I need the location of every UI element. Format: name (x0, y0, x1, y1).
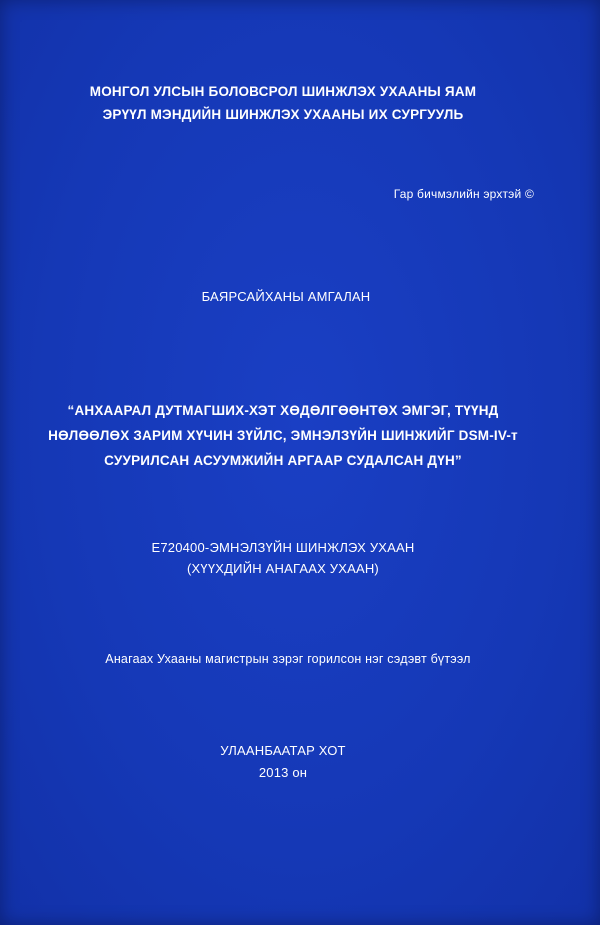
thesis-title-line-3: СУУРИЛСАН АСУУМЖИЙН АРГААР СУДАЛСАН ДҮН” (104, 453, 462, 468)
author-name: БАЯРСАЙХАНЫ АМГАЛАН (201, 289, 371, 304)
city: УЛААНБААТАР ХОТ (220, 743, 346, 758)
specialty-field: (ХҮҮХДИЙН АНАГААХ УХААН) (187, 561, 379, 576)
degree-statement: Анагаах Ухааны магистрын зэрэг горилсон нэг сэдэвт бүтээл (105, 652, 471, 666)
thesis-title-line-1: “АНХААРАЛ ДУТМАГШИХ-ХЭТ ХӨДӨЛГӨӨНТӨХ ЭМГЭГ, ТҮҮНД (67, 403, 499, 418)
institution-line-2: ЭРҮҮЛ МЭНДИЙН ШИНЖЛЭХ УХААНЫ ИХ СУРГУУЛЬ (102, 107, 464, 122)
specialty-code: Е720400-ЭМНЭЛЗҮЙН ШИНЖЛЭХ УХААН (151, 540, 415, 555)
thesis-title-line-2: НӨЛӨӨЛӨХ ЗАРИМ ХҮЧИН ЗҮЙЛС, ЭМНЭЛЗҮЙН ШИНЖИЙГ DSM-IV-т (48, 428, 518, 443)
year: 2013 он (258, 765, 308, 780)
copyright-notice: Гар бичмэлийн эрхтэй © (393, 187, 534, 201)
institution-line-1: МОНГОЛ УЛСЫН БОЛОВСРОЛ ШИНЖЛЭХ УХААНЫ ЯАМ (89, 84, 477, 99)
